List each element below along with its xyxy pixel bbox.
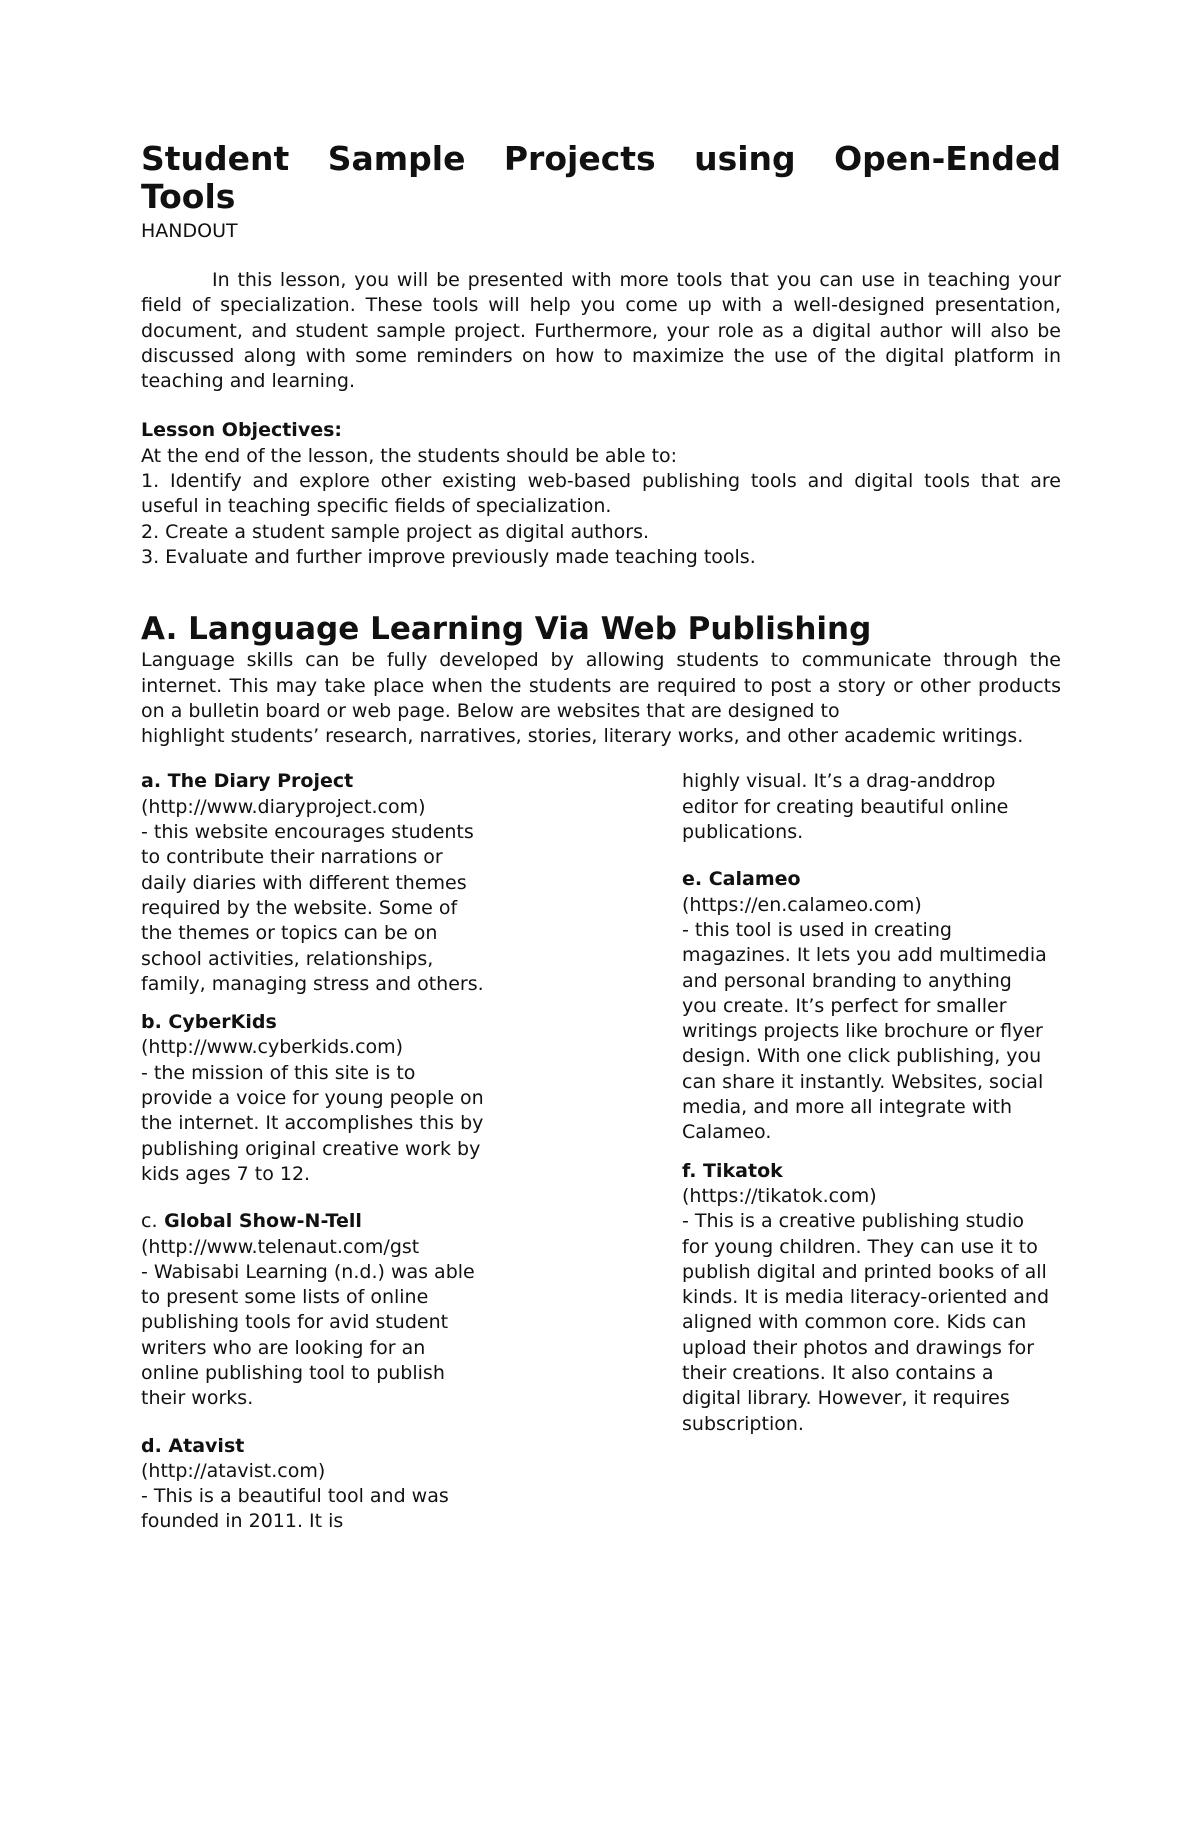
title-word: Sample bbox=[327, 139, 466, 178]
tool-url: (http://www.diaryproject.com) bbox=[141, 795, 426, 818]
objective-item: 2. Create a student sample project as digital authors. bbox=[141, 520, 650, 543]
tool-title: f. Tikatok bbox=[682, 1159, 783, 1182]
tool-entry-atavist-continued bbox=[682, 769, 1052, 845]
tools-right-column bbox=[682, 769, 1052, 1449]
lesson-objectives bbox=[141, 418, 1061, 570]
title-word: Open-Ended bbox=[834, 139, 1061, 178]
title-word: using bbox=[694, 139, 796, 178]
tool-letter: c. bbox=[141, 1210, 158, 1233]
tool-description: - this website encourages students to contribute their narrations or daily diaries with different themes required by the website. Some of the themes or topics can be on school activities, relationships, family, managing stress and others. bbox=[141, 821, 484, 995]
tool-title: a. The Diary Project bbox=[141, 770, 354, 793]
handout-page bbox=[141, 140, 1061, 1669]
tool-url: (http://www.cyberkids.com) bbox=[141, 1036, 404, 1059]
document-title bbox=[141, 140, 1061, 178]
tool-entry-calameo bbox=[682, 867, 1052, 1145]
tools-left-column bbox=[141, 769, 486, 1547]
document-subtitle: HANDOUT bbox=[141, 220, 238, 242]
title-word: Student bbox=[141, 139, 290, 178]
tool-title bbox=[141, 1209, 486, 1234]
title-word: Projects bbox=[503, 139, 656, 178]
tool-description-continued: highly visual. It’s a drag-anddrop editor for creating beautiful online publications. bbox=[682, 770, 1009, 844]
objectives-heading: Lesson Objectives: bbox=[141, 419, 342, 442]
tool-entry-global-show-n-tell bbox=[141, 1209, 486, 1411]
tool-title: b. CyberKids bbox=[141, 1011, 277, 1034]
section-a-body-continued: highlight students’ research, narratives, stories, literary works, and other academic writings. bbox=[141, 725, 1024, 748]
objective-item: 1. Identify and explore other existing web-based publishing tools and digital tools that are useful in teaching specific fields of specialization. bbox=[141, 470, 1061, 518]
section-a-body: Language skills can be fully developed by allowing students to communicate through the internet. This may take place when the students are required to post a story or other products on a bulletin board or web page. Below are websites that are designed to bbox=[141, 649, 1061, 722]
tool-entry-tikatok bbox=[682, 1159, 1052, 1437]
tool-entry-cyberkids bbox=[141, 1010, 486, 1187]
objectives-lead: At the end of the lesson, the students should be able to: bbox=[141, 444, 678, 467]
tools-columns bbox=[141, 769, 1061, 1669]
tool-url: (https://en.calameo.com) bbox=[682, 893, 922, 916]
section-a-heading: A. Language Learning Via Web Publishing bbox=[141, 611, 872, 648]
tool-description: - this tool is used in creating magazines. It lets you add multimedia and personal branding to anything you create. It’s perfect for smaller writings projects like brochure or flyer design. With one click publishing, you can share it instantly. Websites, social media, and more all integrate with Calameo. bbox=[682, 918, 1047, 1144]
tool-title: e. Calameo bbox=[682, 868, 801, 891]
tool-description: - Wabisabi Learning (n.d.) was able to present some lists of online publishing tools for avid student writers who are looking for an online publishing tool to publish their works. bbox=[141, 1260, 475, 1410]
tool-url: (http://atavist.com) bbox=[141, 1459, 326, 1482]
tool-title-text: Global Show-N-Tell bbox=[164, 1210, 362, 1233]
tool-description: - the mission of this site is to provide a voice for young people on the internet. It accomplishes this by publishing original creative work by kids ages 7 to 12. bbox=[141, 1061, 484, 1185]
tool-description: - This is a beautiful tool and was founded in 2011. It is bbox=[141, 1485, 449, 1533]
tool-entry-atavist bbox=[141, 1434, 486, 1535]
tool-url: (http://www.telenaut.com/gst bbox=[141, 1235, 420, 1258]
tool-description: - This is a creative publishing studio for young children. They can use it to publish digital and printed books of all kinds. It is media literacy-oriented and aligned with common core. Kids can upload their photos and drawings for their creations. It also contains a digital library. However, it requires subscription. bbox=[682, 1210, 1050, 1435]
tool-url: (https://tikatok.com) bbox=[682, 1184, 877, 1207]
intro-paragraph: In this lesson, you will be presented with more tools that you can use in teaching your field of specialization. These tools will help you come up with a well-designed presentation, document, and student sample project. Furthermore, your role as a digital author will also be discussed along with some reminders on how to maximize the use of the digital platform in teaching and learning. bbox=[141, 269, 1061, 393]
tool-title: d. Atavist bbox=[141, 1434, 245, 1457]
document-title-line2: Tools bbox=[141, 177, 236, 216]
tool-entry-diary-project bbox=[141, 769, 486, 997]
objective-item: 3. Evaluate and further improve previously made teaching tools. bbox=[141, 545, 756, 568]
